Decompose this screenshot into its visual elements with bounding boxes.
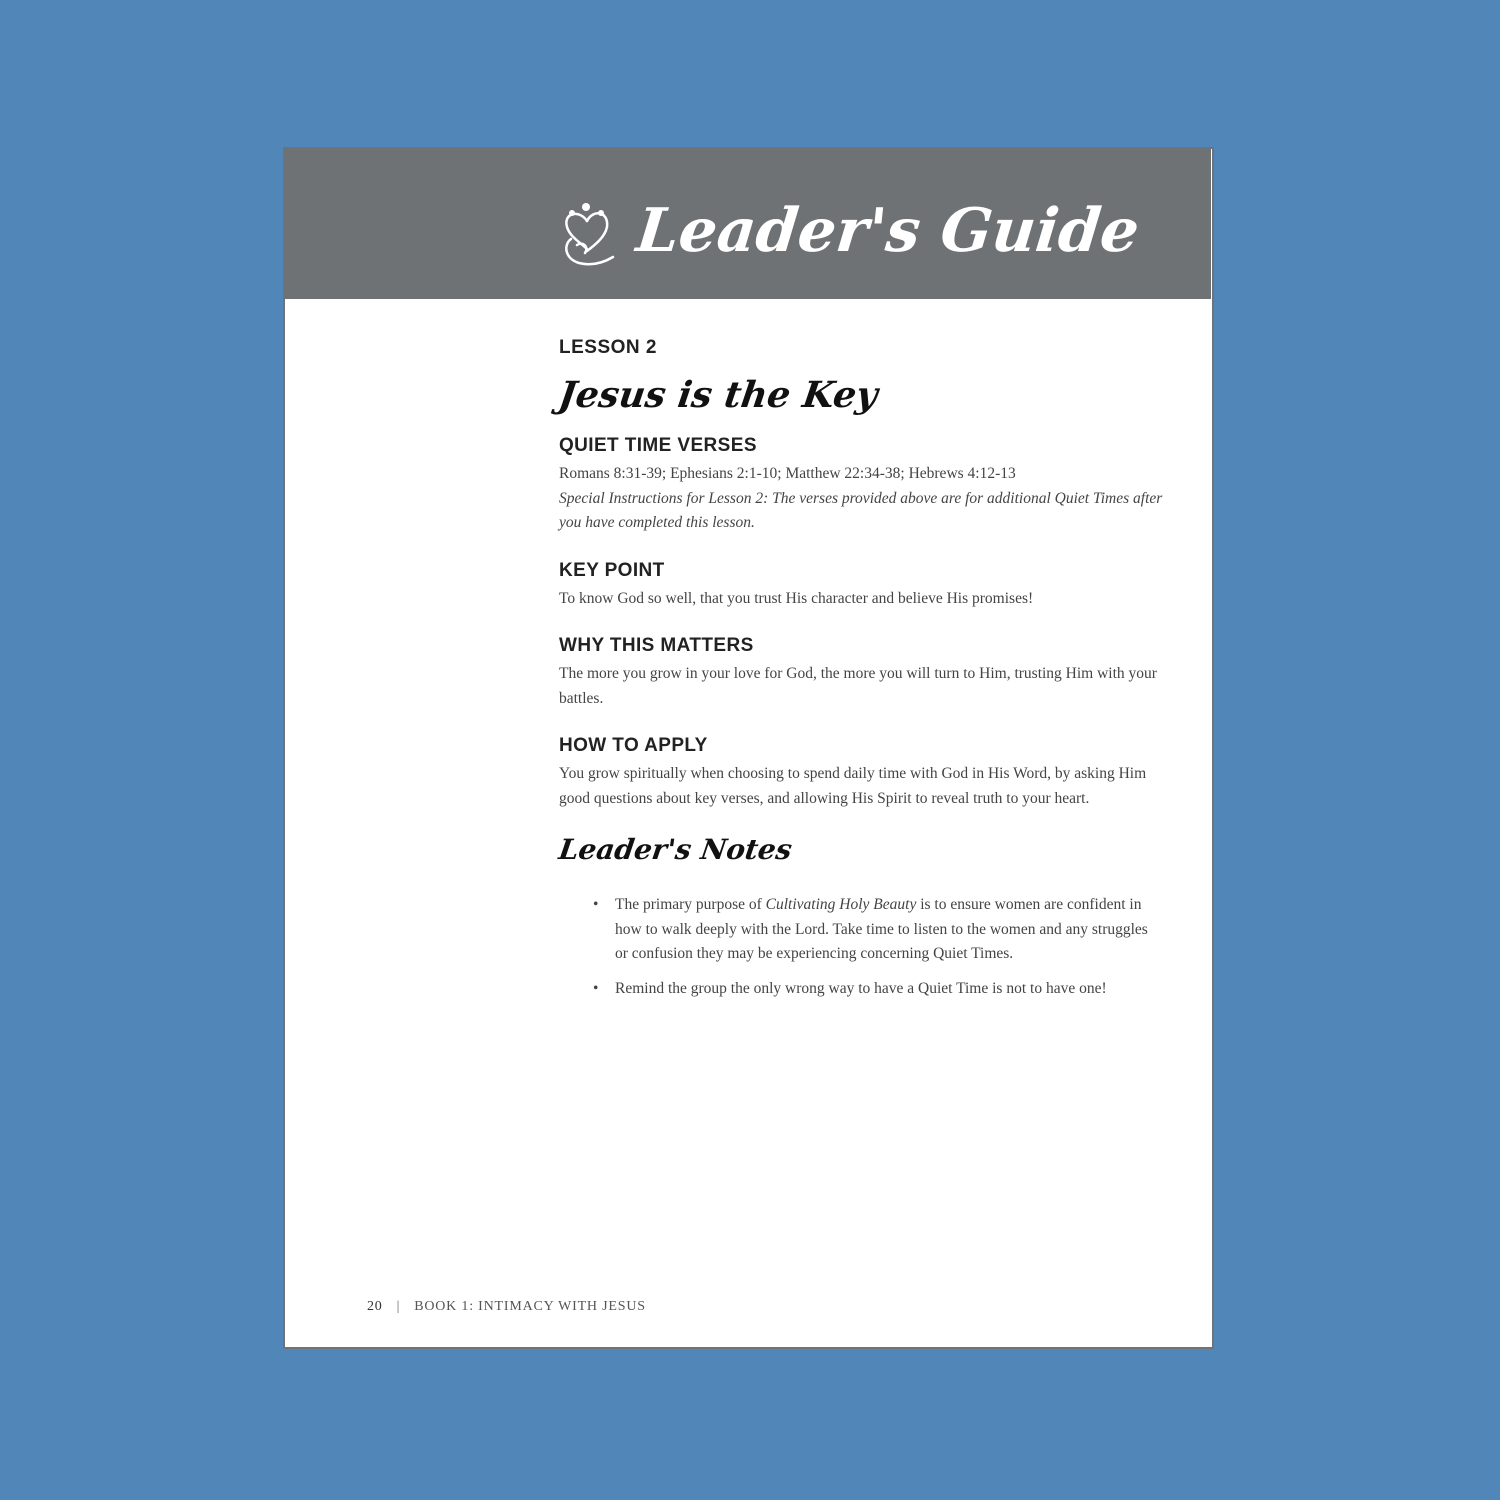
bullet-icon: • xyxy=(593,896,599,913)
list-item xyxy=(593,893,1163,967)
why-matters-text: The more you grow in your love for God, the more you will turn to Him, trusting Him with your battles. xyxy=(559,665,1157,707)
special-instructions: Special Instructions for Lesson 2: The verses provided above are for additional Quiet Times after you have completed this lesson. xyxy=(559,489,1163,531)
how-to-apply-heading: HOW TO APPLY xyxy=(559,735,708,756)
how-to-apply-section xyxy=(559,733,1169,811)
note-text: Remind the group the only wrong way to have a Quiet Time is not to have one! xyxy=(615,979,1107,997)
note-text-start: The primary purpose of xyxy=(615,896,766,913)
key-point-heading: KEY POINT xyxy=(559,559,665,581)
lesson-label: LESSON 2 xyxy=(559,337,657,358)
lesson-content xyxy=(556,335,1169,1011)
note-text-end: is to ensure women are confident in how to walk deeply with the Lord. Take time to listen to the women and any struggles or confusion they may be experiencing concerning Quiet Times. xyxy=(615,896,1148,962)
lesson-title: Jesus is the Key xyxy=(556,374,881,416)
quiet-time-section xyxy=(559,433,1169,536)
key-point-section xyxy=(559,558,1169,612)
page-footer xyxy=(367,1299,646,1315)
how-to-apply-text: You grow spiritually when choosing to spend daily time with God in His Word, by asking Him good questions about key verses, and allowing His Spirit to reveal truth to your heart. xyxy=(559,765,1147,807)
hearts-family-icon xyxy=(557,199,625,271)
why-matters-section xyxy=(559,633,1169,711)
footer-separator: | xyxy=(396,1299,401,1314)
key-point-text: To know God so well, that you trust His character and believe His promises! xyxy=(559,589,1034,607)
quiet-time-verses: Romans 8:31-39; Ephesians 2:1-10; Matthew 22:34-38; Hebrews 4:12-13 xyxy=(559,465,1016,482)
document-page xyxy=(283,147,1214,1349)
footer-book-title: BOOK 1: INTIMACY WITH JESUS xyxy=(414,1299,646,1314)
quiet-time-heading: QUIET TIME VERSES xyxy=(559,435,757,456)
leaders-notes-list xyxy=(559,893,1163,1001)
book-title-italic: Cultivating Holy Beauty xyxy=(765,896,917,913)
header-banner xyxy=(285,149,1214,299)
banner-title: Leader's Guide xyxy=(633,196,1143,266)
leaders-notes-title: Leader's Notes xyxy=(556,833,795,866)
why-matters-heading: WHY THIS MATTERS xyxy=(559,635,754,656)
bullet-icon: • xyxy=(593,979,599,997)
list-item xyxy=(593,977,1163,1002)
page-number: 20 xyxy=(367,1299,383,1314)
